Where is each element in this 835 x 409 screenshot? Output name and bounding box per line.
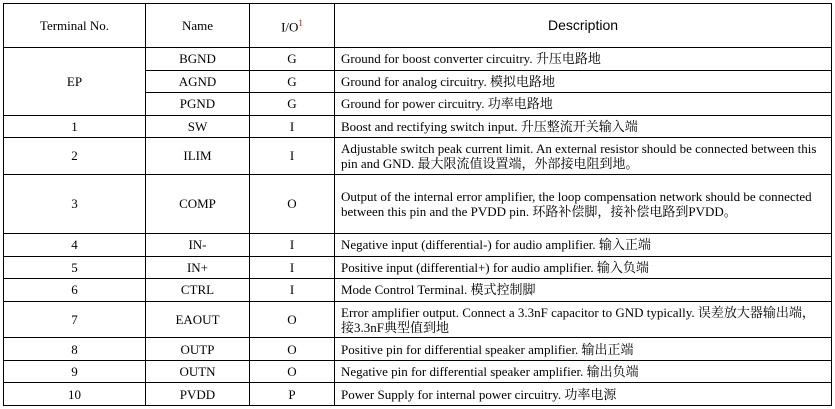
header-description: Description [335,4,832,48]
header-terminal-no: Terminal No. [4,4,146,48]
io-cell: O [250,338,335,361]
terminal-cell: 4 [4,234,146,257]
io-cell: P [250,383,335,406]
description-cell: Negative pin for differential speaker amplifier. 输出负端 [335,360,832,383]
description-cell: Error amplifier output. Connect a 3.3nF capacitor to GND typically. 误差放大器输出端，接3.3nF典型值到地 [335,301,832,338]
io-cell: O [250,174,335,233]
name-cell: PGND [146,93,250,116]
terminal-cell: 8 [4,338,146,361]
name-cell: IN+ [146,256,250,279]
header-io [250,4,335,48]
header-row [4,4,832,48]
header-io-footnote: 1 [298,18,303,29]
name-cell: SW [146,115,250,138]
terminal-cell: EP [4,48,146,116]
io-cell: G [250,70,335,93]
description-cell: Boost and rectifying switch input. 升压整流开关输入端 [335,115,832,138]
terminal-cell: 3 [4,174,146,233]
description-cell: Power Supply for internal power circuitry. 功率电源 [335,383,832,406]
table-row [4,234,832,257]
name-cell: CTRL [146,279,250,302]
terminal-cell: 5 [4,256,146,279]
name-cell: AGND [146,70,250,93]
io-cell: I [250,279,335,302]
terminal-cell: 7 [4,301,146,338]
name-cell: COMP [146,174,250,233]
pin-description-table [3,3,832,406]
table-row [4,174,832,233]
table-row [4,338,832,361]
io-cell: I [250,256,335,279]
table-row [4,138,832,175]
description-cell: Positive pin for differential speaker amplifier. 输出正端 [335,338,832,361]
io-cell: G [250,48,335,71]
io-cell: G [250,93,335,116]
description-cell: Positive input (differential+) for audio amplifier. 输入负端 [335,256,832,279]
description-cell: Ground for analog circuitry. 模拟电路地 [335,70,832,93]
terminal-cell: 2 [4,138,146,175]
io-cell: O [250,360,335,383]
description-cell: Adjustable switch peak current limit. An external resistor should be connected between this pin and GND. 最大限流值设置端，外部接电阻到地。 [335,138,832,175]
table-row [4,360,832,383]
description-cell: Negative input (differential-) for audio amplifier. 输入正端 [335,234,832,257]
name-cell: BGND [146,48,250,71]
description-cell: Mode Control Terminal. 模式控制脚 [335,279,832,302]
header-name: Name [146,4,250,48]
io-cell: I [250,234,335,257]
terminal-cell: 1 [4,115,146,138]
io-cell: I [250,115,335,138]
name-cell: PVDD [146,383,250,406]
io-cell: I [250,138,335,175]
description-cell: Ground for boost converter circuitry. 升压电路地 [335,48,832,71]
terminal-cell: 10 [4,383,146,406]
table-row [4,48,832,71]
description-cell: Ground for power circuitry. 功率电路地 [335,93,832,116]
name-cell: OUTP [146,338,250,361]
name-cell: OUTN [146,360,250,383]
description-cell: Output of the internal error amplifier, the loop compensation network should be connected between this pin and the PVDD pin. 环路补偿脚，接补偿电路到PVDD。 [335,174,832,233]
name-cell: EAOUT [146,301,250,338]
name-cell: ILIM [146,138,250,175]
table-row [4,115,832,138]
name-cell: IN- [146,234,250,257]
table-row [4,256,832,279]
table-row [4,279,832,302]
io-cell: O [250,301,335,338]
terminal-cell: 6 [4,279,146,302]
header-io-label: I/O [281,19,299,35]
table-row [4,383,832,406]
table-row [4,301,832,338]
terminal-cell: 9 [4,360,146,383]
